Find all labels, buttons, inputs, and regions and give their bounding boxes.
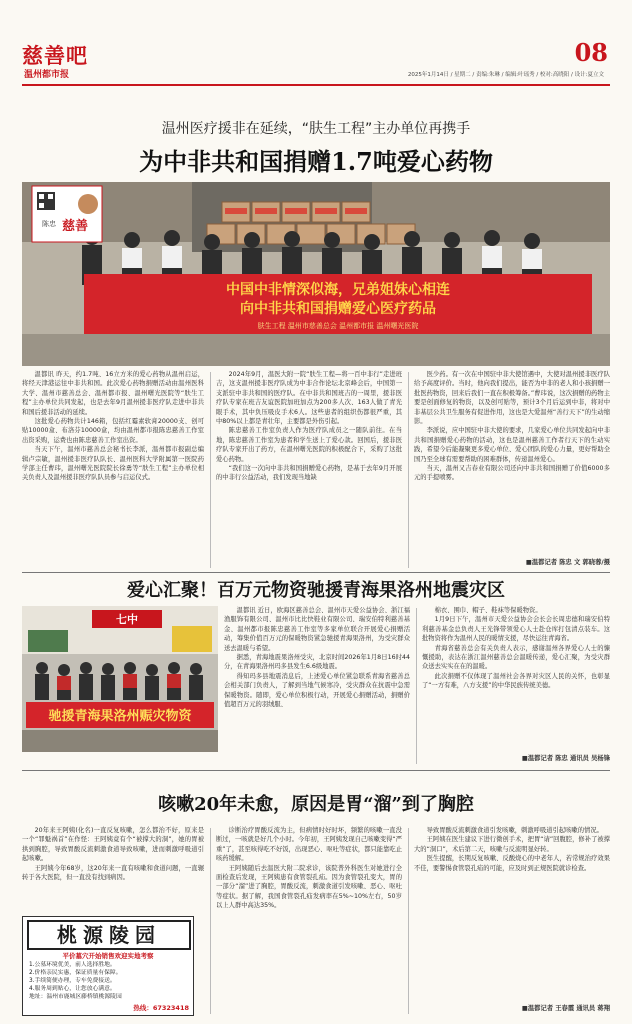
article1-headline: 为中非共和国捐赠1.7吨爱心药物 bbox=[139, 147, 493, 176]
masthead-rule bbox=[22, 84, 610, 86]
paragraph: 温都讯 昨天，约1.7吨、16立方米的爱心药物从温州启运，将经天津港运往中非共和国。此次爱心药物捐赠活动由温州医科大学、温州市慈善总会、温州都市报、温州曙光医院等“肤生工程”主办单位共同发起，也是去年9月温州援非医疗队走进中非共和国后援非活动的延续。 bbox=[22, 371, 204, 416]
paragraph: 医生提醒，长期反复咳嗽、反酸烧心的中老年人，若常规治疗效果不佳，要警惕食管裂孔疝的可能，应及时到正规医院就诊检查。 bbox=[414, 855, 610, 872]
ad-line: 4.服务周到贴心，让您放心满意。 bbox=[29, 986, 116, 992]
section-divider bbox=[22, 572, 610, 573]
paragraph: 得知玛多县地震消息后，上述爱心单位紧急联系青海省慈善总会相关部门负责人，了解到当地气候寒冷，受灾群众在抗震中急需保暖物资。随即，爱心单位积极行动，开展爱心捐赠活动，捐赠价值超百万元的羽绒服、 bbox=[224, 672, 410, 709]
ad-title: 桃源陵园 bbox=[27, 920, 191, 950]
paper-name: 温州都市报 bbox=[24, 70, 70, 80]
paragraph: 医少药。有一次在中国驻中非大使馆遇中，大使对温州援非医疗队给予高度评价。当时，他向我们提出，能否为中非的老人和小孩捐赠一批医药物资，回来后我们一直在积极筹备。”曹玮说，这次捐赠的药物主要是创面修复的物资，以及创可贴等，预计3个月后运到中非，将对中非基层公共卫生服务有促进作用，这也是大爱温州“善行天下”的生动缩影。 bbox=[414, 371, 610, 426]
ad-line: 3.手续简便办理，专车免费接送。 bbox=[29, 978, 116, 984]
issue-meta: 2025年1月14日 / 星期二 / 责编:朱琳 / 编辑:叶瑶秀 / 校对:高晓阳 / 设计:夏立文 bbox=[407, 72, 604, 78]
paragraph: 据悉，青海地震果洛州受灾，北京时间2026年1月8日16时44分，在青海果洛州玛多县发生6.6级地震。 bbox=[224, 654, 410, 671]
paragraph: 诊断治疗胃酸反流为主，但病情时好时坏，频繁的咳嗽一直没断过，一咳就是好几个小时。今年初，王阿姨发现自己咳嗽变得“严重”了，甚至咳得吃不好饭，出现恶心、呕吐等症状，都只能靠吃止咳药缓解。 bbox=[216, 827, 402, 863]
article3-column-2 bbox=[216, 826, 402, 1014]
paragraph: 王阿姨随后去温医大附二院求诊，该院普外科医生对她进行全面检查后发现，王阿姨患有食管裂孔疝。因为食管裂孔变大，胃的一部分“溜”进了胸腔，胃酸反流，刺激食道引发咳嗽、恶心、呕吐等症状。据了解，我国食管裂孔疝发病率在5%~10%左右，50岁以上人群中高达35%。 bbox=[216, 864, 402, 910]
article3-byline bbox=[414, 1004, 610, 1014]
paragraph: 1月9日下午，温州市天爱公益协会会长会长周忠德和瑞安伯特利慈善基金总负责人王光锋带领爱心人士赴仓库打包清点装车。这批物资将作为温州人民的暖情支援，尽快运往青海省。 bbox=[422, 616, 610, 643]
article2-byline bbox=[422, 754, 610, 764]
article3-headline: 咳嗽20年未愈，原因是胃“溜”到了胸腔 bbox=[158, 794, 474, 815]
paragraph: 王阿姨在医生建议下进行微创手术，把胃“请”回腹腔，修补了被撑大的“洞口”，术后第二天，咳嗽与反流明显好转。 bbox=[414, 836, 610, 853]
article2-column-1 bbox=[224, 606, 410, 764]
paragraph: 王阿姨今年68岁，这20年来一直有咳嗽和食道问题，一直辗转于各大医院，但一直没有找到病因。 bbox=[22, 864, 204, 882]
section-divider bbox=[22, 770, 610, 771]
article2-photo bbox=[22, 606, 218, 752]
paragraph: “我们这一次向中非共和国捐赠爱心药物，是基于去年9月开展的中非行公益活动，我们发现当地缺 bbox=[216, 465, 402, 482]
paragraph: 青海省慈善总会有关负责人表示，感谢温州各界爱心人士的慷慨援助，表达在浙江温州慈善总会温暖传递，爱心汇聚，为受灾群众送去实实在在的温暖。 bbox=[422, 644, 610, 671]
article3-column-3 bbox=[414, 826, 610, 1002]
paragraph: 温都讯 近日，欧海区慈善总会、温州市天爱公益协会、浙江福渔服饰有限公司、温州市比比快鞋业有限公司、瑞安伯特利慈善基金、温州都市报陈忠慈善工作室等多家单位联合开展爱心捐赠活动，筹集价值百万元的保暖物资紧急驰援青海果洛州，为受灾群众送去温暖与希望。 bbox=[224, 607, 410, 652]
store-sign-text: 七中 bbox=[116, 613, 138, 626]
donation-ceremony-illustration bbox=[22, 182, 610, 366]
relief-supplies-illustration bbox=[22, 606, 218, 752]
paragraph: 李派说，应中国驻中非大使的要求，几家爱心单位共同发起向中非共和国捐赠爱心药物的活动，这也是温州慈善工作者行天下的生动实践，希望今后能凝聚更多爱心单位、爱心团队的爱心力量，更好帮助全国乃至全球有需要帮助的困难群体，传递温州爱心。 bbox=[414, 427, 610, 463]
banner-line-1: 中国中非情深似海，兄弟姐妹心相连 bbox=[226, 282, 450, 298]
column-divider bbox=[408, 372, 409, 568]
article1-column-3 bbox=[414, 370, 610, 556]
ad-line: 地址：温州市鹿城区藤桥镇桃源陵园 bbox=[29, 994, 122, 1000]
ad-phone: 热线：67323418 bbox=[133, 1004, 189, 1012]
paragraph: 当天下午，温州市慈善总会秘书长李派，温州都市报副总编辑卢宗敏，温州援非医疗队队长、温州医科大学附属第一医院药学部主任曹玮，温州曙光医院院长徐勇等“肤生工程”主办单位相关负责人及温州援非医疗队队员参与启运仪式。 bbox=[22, 446, 204, 482]
paragraph: 陈忠慈善工作室负责人作为医疗队成员之一随队前往。在当地，陈忠慈善工作室为患者和学生送上了爱心款。回国后，援非医疗队专家开出了药方，在温州曙光医院的积极配合下，采购了这批爱心药物。 bbox=[216, 427, 402, 463]
paragraph: 2024年9月，温医大附一院“肤生工程—将一百中非行”走进班吉，这支温州援非医疗队成为中非合作论坛北京峰会后，中国第一支派驻中非共和国的医疗队。在中非共和国班吉的一周里，援非医疗队专家在班吉友谊医院加班加点为200多人次、163人做了青光眼手术，其中负压吸皮手术6人。这些患者的组织伤都很严重，其中80%以上都是青壮年，主要都是外伤引起。 bbox=[216, 371, 402, 426]
banner-line-2: 向中非共和国捐赠爱心医疗药品 bbox=[240, 301, 436, 317]
paragraph: 20年来王阿姨(化名)一直反复咳嗽，怎么都治不好，原来是一个“罪魁祸首”在作怪：王阿姨竟有个“被撑大的洞”，她的胃被拱到胸腔，导致胃酸反流刺激食道导致咳嗽，进而刺激呼吸道引起咳嗽。 bbox=[22, 827, 204, 863]
badge-small-text: 陈忠 bbox=[42, 220, 56, 228]
column-divider bbox=[408, 828, 409, 1014]
banner-line-3: 肤生工程 温州市慈善总会 温州都市报 温州曙光医院 bbox=[257, 322, 419, 330]
article2-column-2 bbox=[422, 606, 610, 752]
page-number: 08 bbox=[574, 38, 608, 67]
paragraph: 棉衣、围巾、帽子、鞋袜等保暖物资。 bbox=[434, 607, 542, 614]
byline: ■温都记者 王春霞 通讯员 蒋翔 bbox=[521, 1005, 610, 1012]
article2-headline: 爱心汇聚！百万元物资驰援青海果洛州地震灾区 bbox=[127, 580, 505, 601]
paragraph: 此次捐赠不仅体现了温州社会各界对灾区人民的关怀，也彰显了“一方有难，八方支援”的中华民族传统美德。 bbox=[422, 672, 610, 690]
badge-big-text: 慈善 bbox=[62, 219, 89, 234]
section-title: 慈善吧 bbox=[22, 44, 88, 68]
byline: ■温都记者 陈忠 文 郭晓蓉/摄 bbox=[525, 559, 610, 566]
ad-tagline: 平价墓穴开始销售欢迎实地考察 bbox=[62, 952, 154, 960]
article1-byline bbox=[414, 558, 610, 568]
article1-column-2 bbox=[216, 370, 402, 566]
paragraph: 这批爱心药物共计146箱，包括红霉素软膏20000支、创可贴10000盒、布洛芬10000盒，均由温州都市报陈忠慈善工作室出资采购，运费也由陈忠慈善工作室出资。 bbox=[22, 418, 204, 444]
article1-photo bbox=[22, 182, 610, 366]
paragraph: 当天，温州又吉春业有限公司还向中非共和国捐赠了价值6000多元的手提喷雾。 bbox=[414, 465, 610, 482]
article3-column-1 bbox=[22, 826, 204, 912]
article1-column-1 bbox=[22, 370, 204, 498]
ad-line: 1.公墓环境优美，前人选择胜地。 bbox=[29, 962, 116, 968]
ad-line: 2.价格亲民实惠，保证质量有保障。 bbox=[29, 970, 122, 976]
article1-kicker: 温州医疗援非在延续，“肤生工程”主办单位再携手 bbox=[161, 121, 471, 137]
cemetery-advertisement bbox=[22, 916, 194, 1016]
column-divider bbox=[416, 608, 417, 764]
column-divider bbox=[210, 828, 211, 1014]
article2-banner-text: 驰援青海果洛州赈灾物资 bbox=[48, 709, 192, 724]
masthead bbox=[22, 40, 610, 82]
paragraph: 导致胃酸反流刺激食道引发咳嗽，刺激呼吸道引起咳嗽的情况。 bbox=[426, 827, 603, 834]
column-divider bbox=[210, 372, 211, 568]
byline: ■温都记者 陈忠 通讯员 吴杨锋 bbox=[521, 755, 610, 762]
ad-body bbox=[29, 961, 189, 1001]
